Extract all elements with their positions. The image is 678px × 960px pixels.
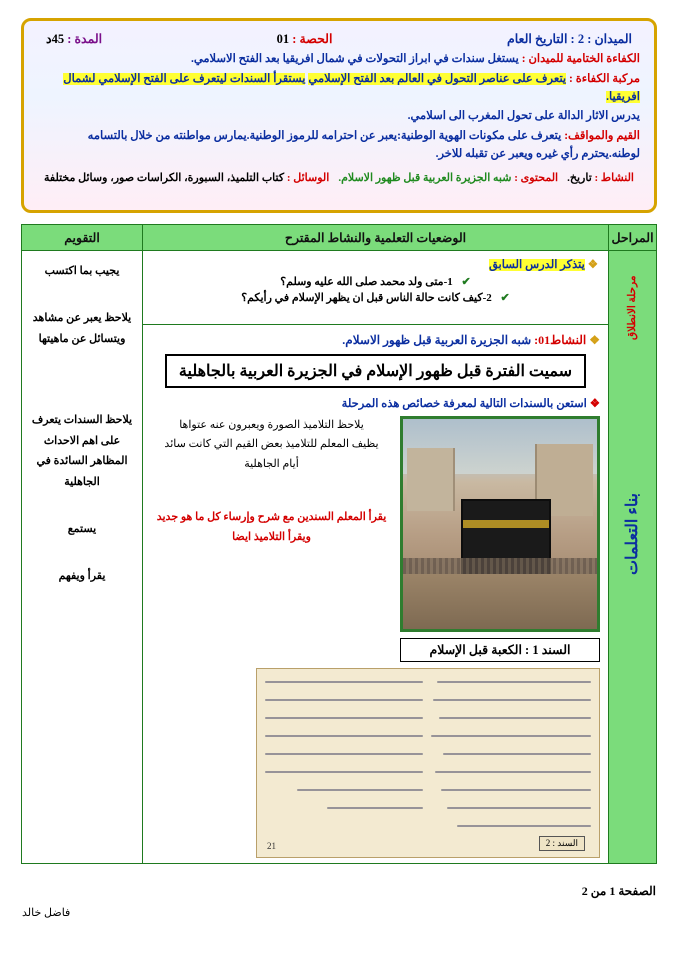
activity-section bbox=[143, 325, 608, 863]
competence-component-line-3 bbox=[38, 108, 640, 126]
previous-question-1-text: 1-متى ولد محمد صلى الله عليه وسلم؟ bbox=[280, 276, 453, 288]
footer-author: فاضل خالد bbox=[22, 907, 71, 919]
teacher-note-1: يلاحظ التلاميذ الصورة ويعبرون عنه عتواها bbox=[179, 419, 364, 431]
values-line bbox=[38, 128, 640, 164]
check-icon: ✔ bbox=[500, 292, 510, 304]
handwriting-line bbox=[265, 699, 423, 701]
handwriting-line bbox=[297, 789, 423, 791]
field-tools-value: كتاب التلميذ، السبورة، الكراسات صور، وسائل مختلفة bbox=[44, 171, 285, 184]
field-session bbox=[277, 31, 333, 47]
evaluation-item: يلاحظ يعبر عن مشاهد ويتسائل عن ماهيتها bbox=[32, 311, 132, 345]
handwriting-line bbox=[265, 717, 423, 719]
previous-title: يتذكر الدرس السابق bbox=[488, 259, 585, 271]
stage-label-build: بناء التعلمات bbox=[624, 493, 641, 576]
evaluation-item: يجيب بما اكتسب bbox=[44, 265, 120, 277]
header-evaluation: التقويم bbox=[22, 225, 142, 251]
activity-title-box: سميت الفترة قبل ظهور الإسلام في الجزيرة العربية بالجاهلية bbox=[165, 354, 586, 388]
star-icon: ❖ bbox=[589, 333, 600, 347]
values-label: القيم والمواقف: bbox=[564, 130, 640, 143]
activity-instruction-line bbox=[151, 396, 600, 410]
evaluation-item: يقرأ ويفهم bbox=[58, 570, 106, 583]
activity-label: النشاط01: bbox=[534, 333, 587, 347]
column-evaluation bbox=[22, 225, 142, 863]
teacher-note-2: يظيف المعلم للتلاميذ بعض القيم التي كانت سائد bbox=[164, 438, 379, 451]
activity-instruction: استعن بالسندات التالية لمعرفة خصائص هذه المرحلة bbox=[341, 398, 587, 410]
final-competence-line bbox=[38, 51, 640, 69]
evaluation-body bbox=[22, 251, 142, 863]
field-duration bbox=[46, 31, 102, 47]
field-tools-label: الوسائل : bbox=[286, 171, 330, 184]
competence-component-text-2: يستقرأ السندات ليتعرف على الفتح الإسلامي لشمال افريقيا. bbox=[63, 72, 640, 103]
document-2-image bbox=[256, 668, 600, 858]
competence-component-label: مركبة الكفاءة : bbox=[569, 72, 640, 85]
final-competence-text: يستغل سندات في ابراز التحولات في شمال افريقيا بعد الفتح الاسلامي. bbox=[190, 53, 519, 65]
field-tools bbox=[44, 171, 329, 184]
field-content-value: شبه الجزيرة العربية قبل ظهور الاسلام. bbox=[338, 171, 512, 184]
activity-header-line bbox=[151, 333, 600, 348]
field-activity bbox=[567, 171, 634, 184]
document-1-caption: السند 1 : الكعبة قبل الإسلام bbox=[400, 638, 600, 662]
handwriting-line bbox=[447, 807, 591, 809]
field-duration-value: 45د bbox=[46, 32, 65, 46]
photo-building-left bbox=[407, 448, 455, 511]
field-session-value: 01 bbox=[276, 32, 290, 46]
handwriting-line bbox=[441, 789, 591, 791]
field-duration-label: المدة : bbox=[67, 32, 103, 46]
competence-component-text-3: يدرس الاثار الدالة على تحول المغرب الى اسلامي. bbox=[407, 110, 640, 123]
header-bottom-row bbox=[34, 166, 644, 184]
handwriting-line bbox=[265, 681, 423, 683]
stage-label-start: مرحلة الانطلاق bbox=[626, 275, 638, 341]
footer-page-number: الصفحة 1 من 2 bbox=[581, 884, 656, 898]
handwriting-line bbox=[437, 681, 591, 683]
column-situations bbox=[142, 225, 608, 863]
document-1-column bbox=[400, 416, 600, 662]
previous-lesson-section bbox=[143, 251, 608, 325]
competence-component-line bbox=[38, 71, 640, 107]
handwriting-line bbox=[265, 771, 423, 773]
field-activity-value: تاريخ. bbox=[567, 171, 592, 184]
competence-component-text-1: يتعرف على عناصر التحول في العالم بعد الفتح الإسلامي bbox=[308, 72, 567, 85]
header-situations: الوضعيات التعلمية والنشاط المقترح bbox=[143, 225, 608, 251]
handwriting-line bbox=[265, 735, 423, 737]
handwriting-line bbox=[457, 825, 591, 827]
handwriting-line bbox=[435, 771, 591, 773]
handwriting-line bbox=[327, 807, 423, 809]
check-icon: ✔ bbox=[461, 276, 471, 288]
previous-title-line bbox=[153, 257, 598, 271]
teacher-red-note-2: ويقرأ التلاميذ ايضا bbox=[232, 530, 311, 543]
header-stages: المراحل bbox=[609, 225, 656, 251]
field-session-label: الحصة : bbox=[292, 32, 333, 46]
handwriting-line bbox=[433, 699, 591, 701]
evaluation-item: يستمع bbox=[67, 523, 97, 536]
field-domain bbox=[507, 31, 632, 47]
field-content-label: المحتوى : bbox=[514, 171, 559, 184]
field-content bbox=[338, 171, 558, 184]
document-2-label: السند : 2 bbox=[539, 836, 585, 851]
handwriting-line bbox=[431, 735, 591, 737]
document-2-page-mark: 21 bbox=[267, 841, 276, 851]
kaaba-photo bbox=[400, 416, 600, 632]
page-footer bbox=[0, 884, 678, 919]
teacher-red-note-1: يقرأ المعلم السندين مع شرح وإرساء كل ما هو جديد bbox=[156, 510, 387, 523]
handwriting-line bbox=[439, 717, 591, 719]
field-activity-label: النشاط : bbox=[594, 171, 634, 184]
teacher-note-3: أيام الجاهلية bbox=[244, 457, 299, 470]
column-stages bbox=[608, 225, 656, 863]
field-domain-value: 2 : التاريخ العام bbox=[506, 32, 585, 46]
previous-question-2-text: 2-كيف كانت حالة الناس قبل ان يظهر الإسلام في رأيكم؟ bbox=[241, 292, 492, 304]
teacher-notes-column bbox=[151, 416, 392, 662]
star-icon: ❖ bbox=[587, 259, 598, 271]
activity-label-text: شبه الجزيرة العربية قبل ظهور الاسلام. bbox=[342, 333, 532, 347]
header-meta-row bbox=[34, 27, 644, 49]
final-competence-label: الكفاءة الختامية للميدان : bbox=[521, 53, 640, 65]
photo-ground bbox=[403, 574, 597, 629]
activity-body bbox=[151, 416, 600, 662]
values-text: يتعرف على مكونات الهوية الوطنية:يعبر عن احترامه للرموز الوطنية.يمارس مواطنته من خلال بالتسامه لوطنه.يحترم رأي غيره ويعبر عن تقبله للاخر. bbox=[87, 130, 640, 161]
previous-question-2 bbox=[153, 291, 598, 304]
diamond-icon: ❖ bbox=[589, 398, 600, 410]
handwriting-line bbox=[265, 753, 423, 755]
lesson-plan-table bbox=[21, 224, 657, 864]
previous-question-1 bbox=[153, 275, 598, 288]
evaluation-item: يلاحظ السندات يتعرف على اهم الاحداث المظاهر السائدة في الجاهلية bbox=[31, 413, 133, 489]
lesson-header-box bbox=[21, 18, 657, 213]
handwriting-line bbox=[443, 753, 591, 755]
field-domain-label: الميدان : bbox=[587, 32, 632, 46]
stages-body bbox=[609, 251, 656, 863]
